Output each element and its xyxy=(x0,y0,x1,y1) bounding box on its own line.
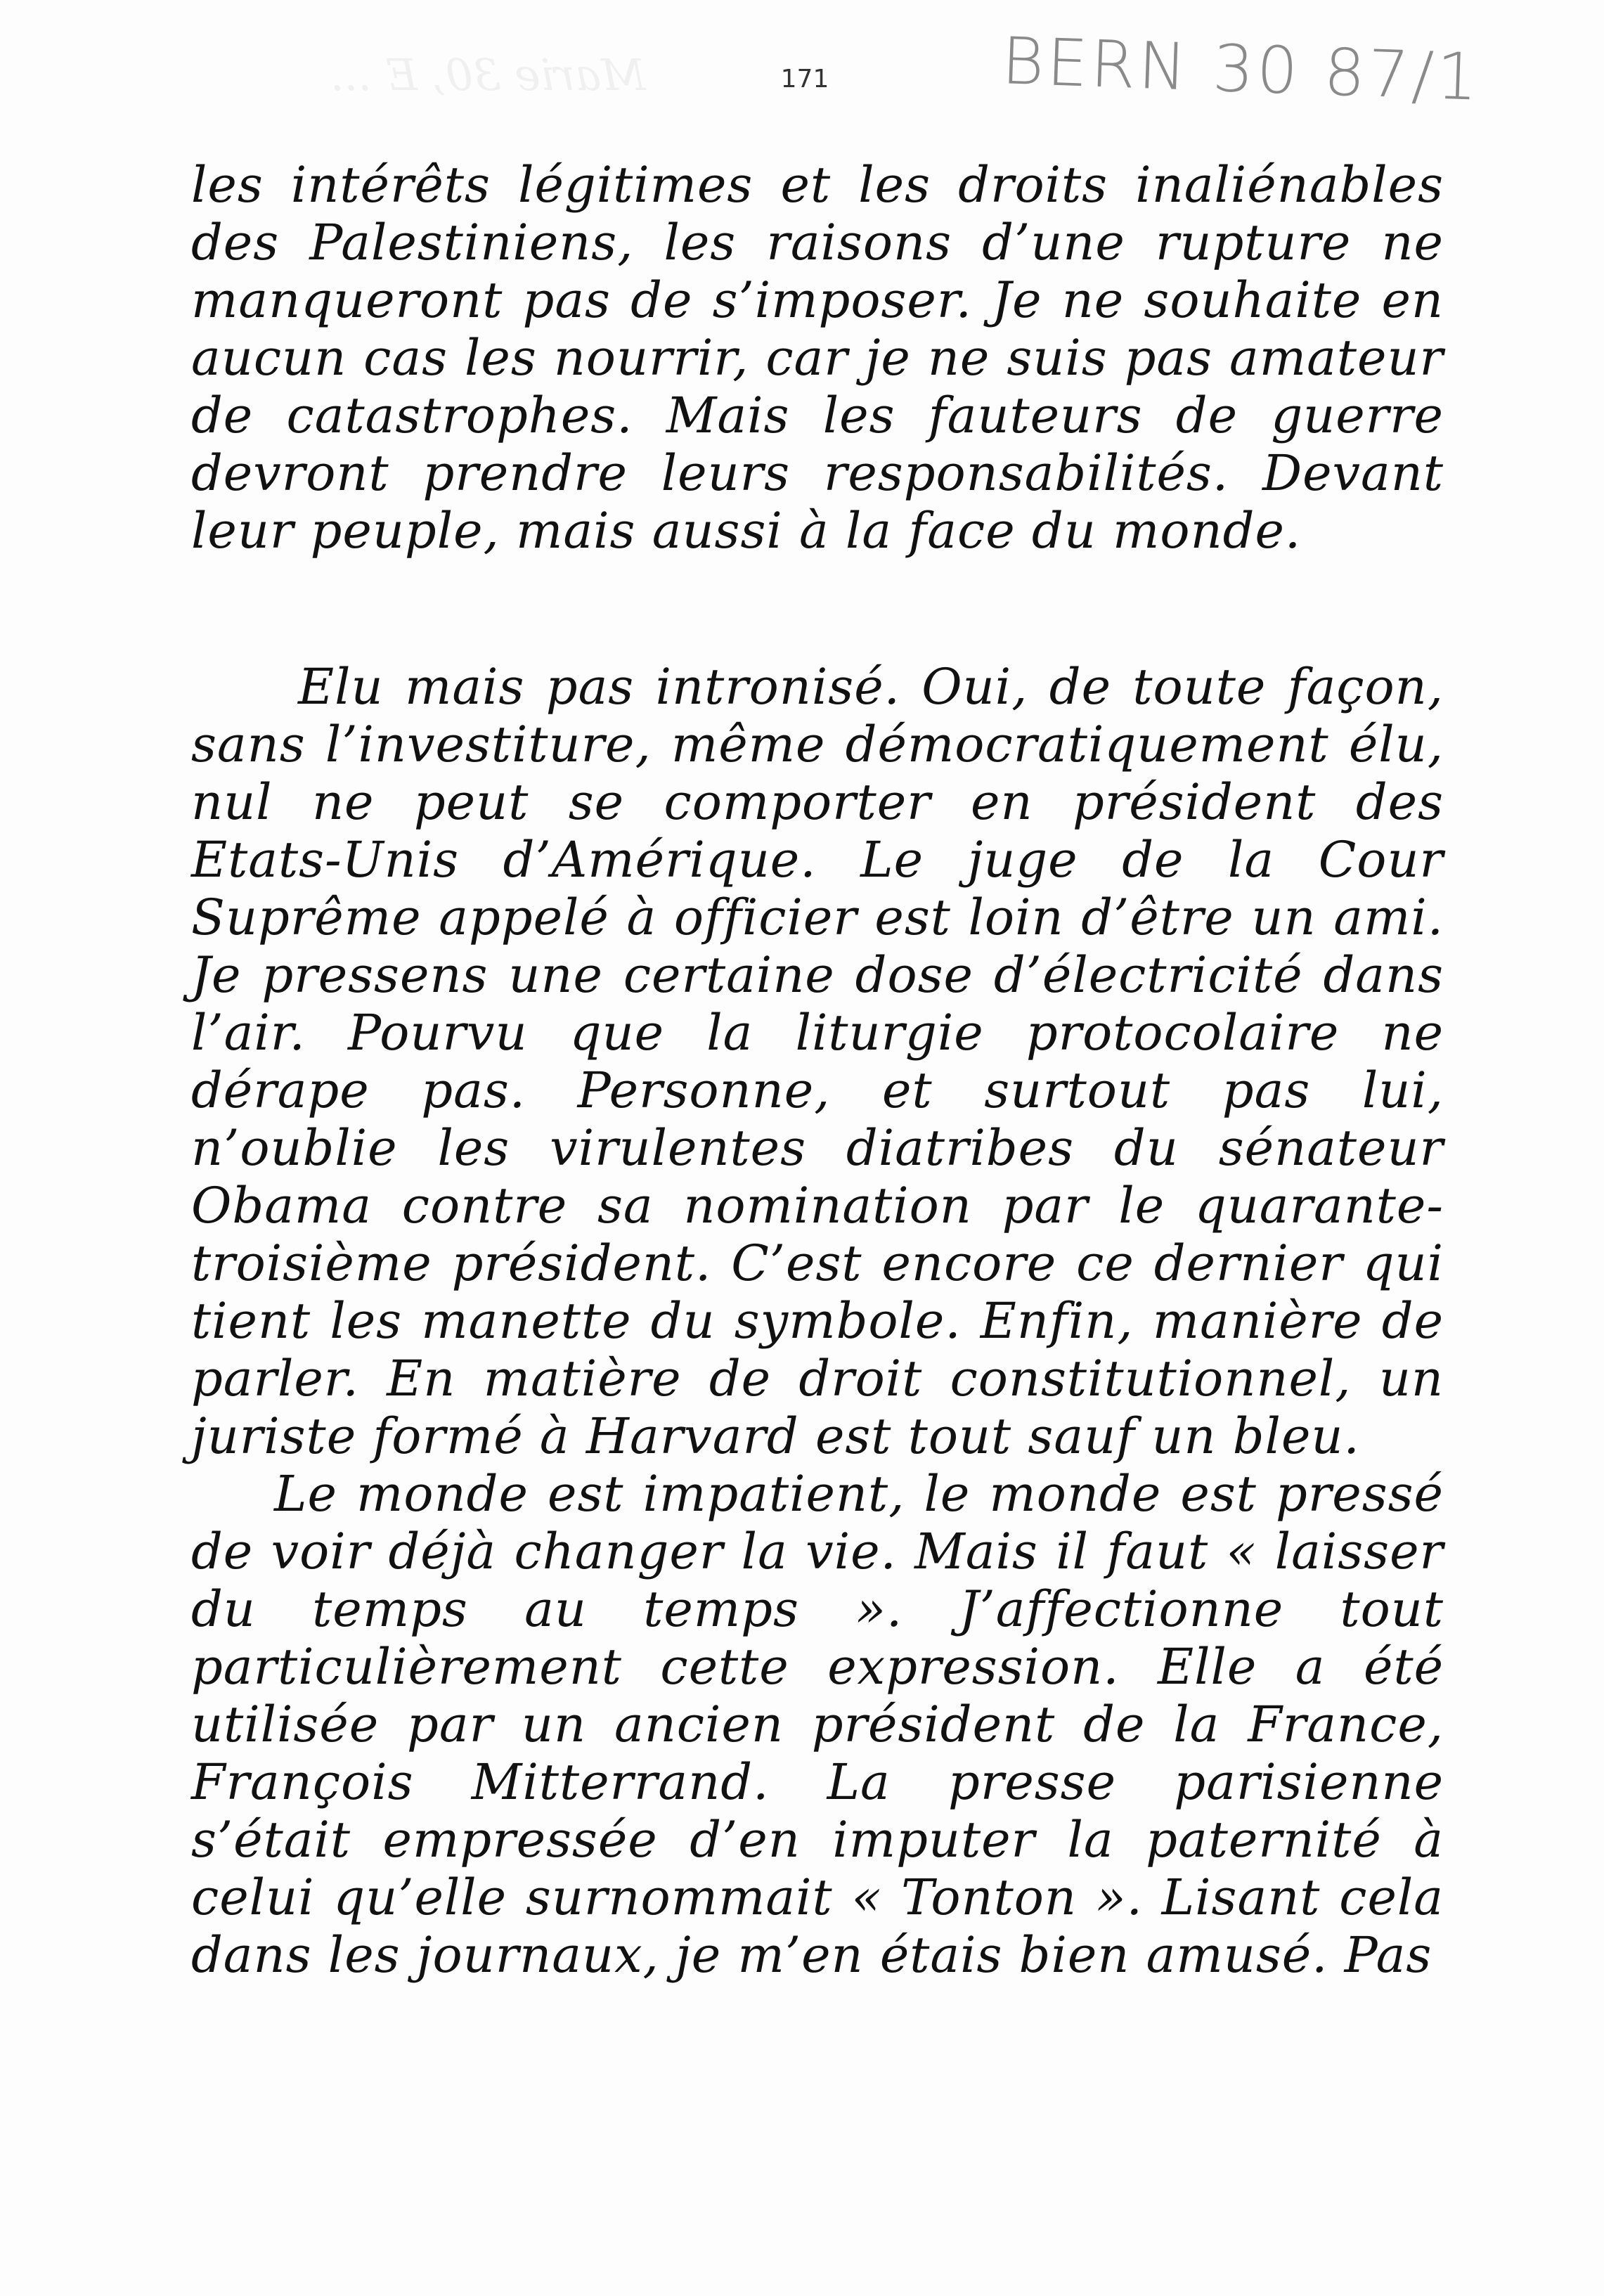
handwritten-archive-reference: BERN 30 87/1 xyxy=(1000,23,1482,115)
bleed-through-text: Marie 30, E ... xyxy=(330,49,646,101)
paragraph-1: les intérêts légitimes et les droits inaliénables des Palestiniens, les raisons d’une rupture ne manqueront pas de s’imposer. Je ne souhaite en aucun cas les nourrir, car je ne suis pas amateur de catastrophes. Mais les fauteurs de guerre devront prendre leurs responsabilités. Devant leur peuple, mais aussi à la face du monde. xyxy=(191,156,1444,560)
body-text xyxy=(191,156,1444,1984)
page-number: 171 xyxy=(780,65,829,93)
paragraph-2: Elu mais pas intronisé. Oui, de toute façon, sans l’investiture, même démocratiquement élu, nul ne peut se comporter en président des Etats-Unis d’Amérique. Le juge de la Cour Suprême appelé à officier est loin d’être un ami. Je pressens une certaine dose d’électricité dans l’air. Pourvu que la liturgie protocolaire ne dérape pas. Personne, et surtout pas lui, n’oublie les virulentes diatribes du sénateur Obama contre sa nomination par le quarante-troisième président. C’est encore ce dernier qui tient les manette du symbole. Enfin, manière de parler. En matière de droit constitutionnel, un juriste formé à Harvard est tout sauf un bleu. xyxy=(191,658,1444,1465)
paragraph-3: Le monde est impatient, le monde est pressé de voir déjà changer la vie. Mais il faut « laisser du temps au temps ». J’affectionne tout particulièrement cette expression. Elle a été utilisée par un ancien président de la France, François Mitterrand. La presse parisienne s’était empressée d’en imputer la paternité à celui qu’elle surnommait « Tonton ». Lisant cela dans les journaux, je m’en étais bien amusé. Pas xyxy=(191,1465,1444,1984)
